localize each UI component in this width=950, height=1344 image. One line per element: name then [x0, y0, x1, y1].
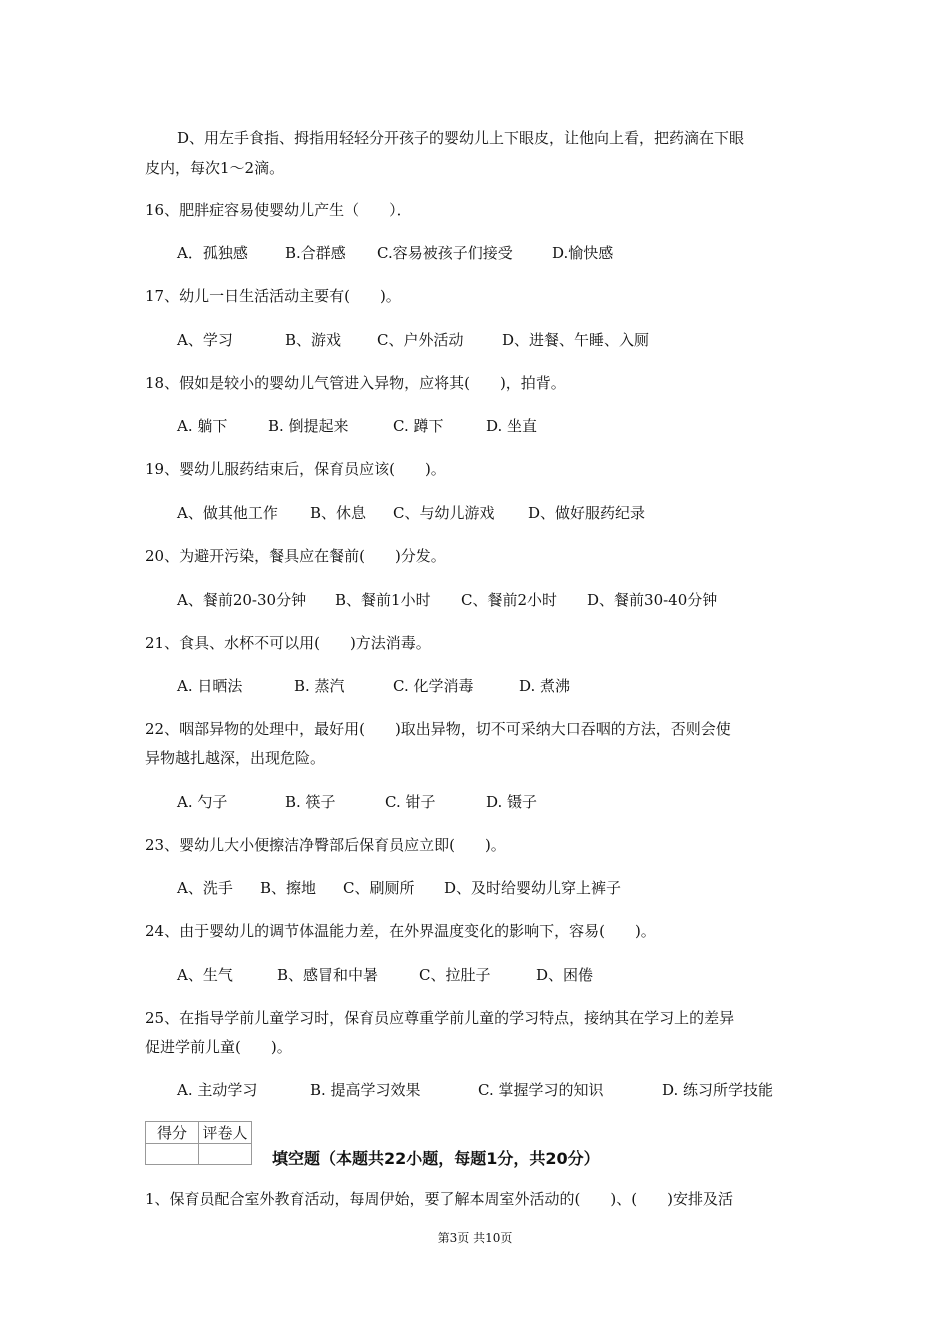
q18-option-d: D. 坐直: [486, 417, 538, 435]
q15-option-d-line1: D、用左手食指、拇指用轻轻分开孩子的婴幼儿上下眼皮，让他向上看，把药滴在下眼: [177, 129, 745, 147]
q21-option-d: D. 煮沸: [519, 677, 571, 695]
question-22-line2: 异物越扎越深，出现危险。: [145, 749, 326, 767]
score-cell: [146, 1144, 199, 1165]
q25-option-c: C. 掌握学习的知识: [478, 1081, 604, 1099]
q22-option-b: B. 筷子: [285, 793, 336, 811]
q21-option-b: B. 蒸汽: [294, 677, 345, 695]
q25-option-b: B. 提高学习效果: [310, 1081, 421, 1099]
q23-option-a: A、洗手: [177, 879, 233, 897]
question-25-line1: 25、在指导学前儿童学习时，保育员应尊重学前儿童的学习特点，接纳其在学习上的差异: [145, 1009, 735, 1027]
q22-option-a: A. 勺子: [177, 793, 228, 811]
question-25-line2: 促进学前儿童( )。: [145, 1038, 292, 1056]
question-22-line1: 22、咽部异物的处理中，最好用( )取出异物，切不可采纳大口吞咽的方法，否则会使: [145, 720, 731, 738]
question-24: 24、由于婴幼儿的调节体温能力差，在外界温度变化的影响下，容易( )。: [145, 922, 656, 940]
q25-option-d: D. 练习所学技能: [662, 1081, 774, 1099]
q18-option-c: C. 蹲下: [393, 417, 444, 435]
q22-option-c: C. 钳子: [385, 793, 436, 811]
question-17: 17、幼儿一日生活活动主要有( )。: [145, 287, 401, 305]
score-box: [145, 1121, 252, 1165]
grader-label: 评卷人: [199, 1122, 252, 1144]
page-footer: 第3页 共10页: [437, 1231, 513, 1245]
q16-option-a: A．孤独感: [177, 244, 248, 262]
q24-option-a: A、生气: [177, 966, 233, 984]
q23-option-d: D、及时给婴幼儿穿上裤子: [444, 879, 622, 897]
q19-option-c: C、与幼儿游戏: [393, 504, 495, 522]
q17-option-b: B、游戏: [285, 331, 342, 349]
q20-option-a: A、餐前20-30分钟: [177, 591, 307, 609]
q23-option-c: C、刷厕所: [343, 879, 415, 897]
fill-question-1: 1、保育员配合室外教育活动，每周伊始，要了解本周室外活动的( )、( )安排及活: [145, 1190, 733, 1208]
q18-option-a: A. 躺下: [177, 417, 228, 435]
q17-option-c: C、户外活动: [377, 331, 464, 349]
q16-option-b: B.合群感: [285, 244, 346, 262]
q18-option-b: B. 倒提起来: [268, 417, 349, 435]
grader-cell: [199, 1144, 252, 1165]
q23-option-b: B、擦地: [260, 879, 317, 897]
q24-option-b: B、感冒和中暑: [277, 966, 379, 984]
q17-option-a: A、学习: [177, 331, 233, 349]
question-23: 23、婴幼儿大小便擦洁净臀部后保育员应立即( )。: [145, 836, 506, 854]
q24-option-d: D、困倦: [536, 966, 594, 984]
question-19: 19、婴幼儿服药结束后，保育员应该( )。: [145, 460, 446, 478]
q20-option-c: C、餐前2小时: [461, 591, 558, 609]
q19-option-b: B、休息: [310, 504, 367, 522]
q25-option-a: A. 主动学习: [177, 1081, 258, 1099]
section-title: 填空题（本题共22小题，每题1分，共20分）: [272, 1149, 600, 1168]
q20-option-b: B、餐前1小时: [335, 591, 431, 609]
score-label: 得分: [146, 1122, 199, 1144]
q19-option-a: A、做其他工作: [177, 504, 278, 522]
q20-option-d: D、餐前30-40分钟: [587, 591, 718, 609]
q24-option-c: C、拉肚子: [419, 966, 491, 984]
q16-option-c: C.容易被孩子们接受: [377, 244, 513, 262]
q21-option-a: A. 日晒法: [177, 677, 243, 695]
q21-option-c: C. 化学消毒: [393, 677, 474, 695]
q17-option-d: D、进餐、午睡、入厕: [502, 331, 650, 349]
q19-option-d: D、做好服药纪录: [528, 504, 646, 522]
question-20: 20、为避开污染，餐具应在餐前( )分发。: [145, 547, 446, 565]
q15-option-d-line2: 皮内，每次1～2滴。: [145, 159, 285, 177]
question-16: 16、肥胖症容易使婴幼儿产生（ ）．: [145, 201, 412, 219]
q16-option-d: D.愉快感: [552, 244, 614, 262]
q22-option-d: D. 镊子: [486, 793, 538, 811]
question-21: 21、食具、水杯不可以用( )方法消毒。: [145, 634, 431, 652]
question-18: 18、假如是较小的婴幼儿气管进入异物，应将其( )，拍背。: [145, 374, 566, 392]
